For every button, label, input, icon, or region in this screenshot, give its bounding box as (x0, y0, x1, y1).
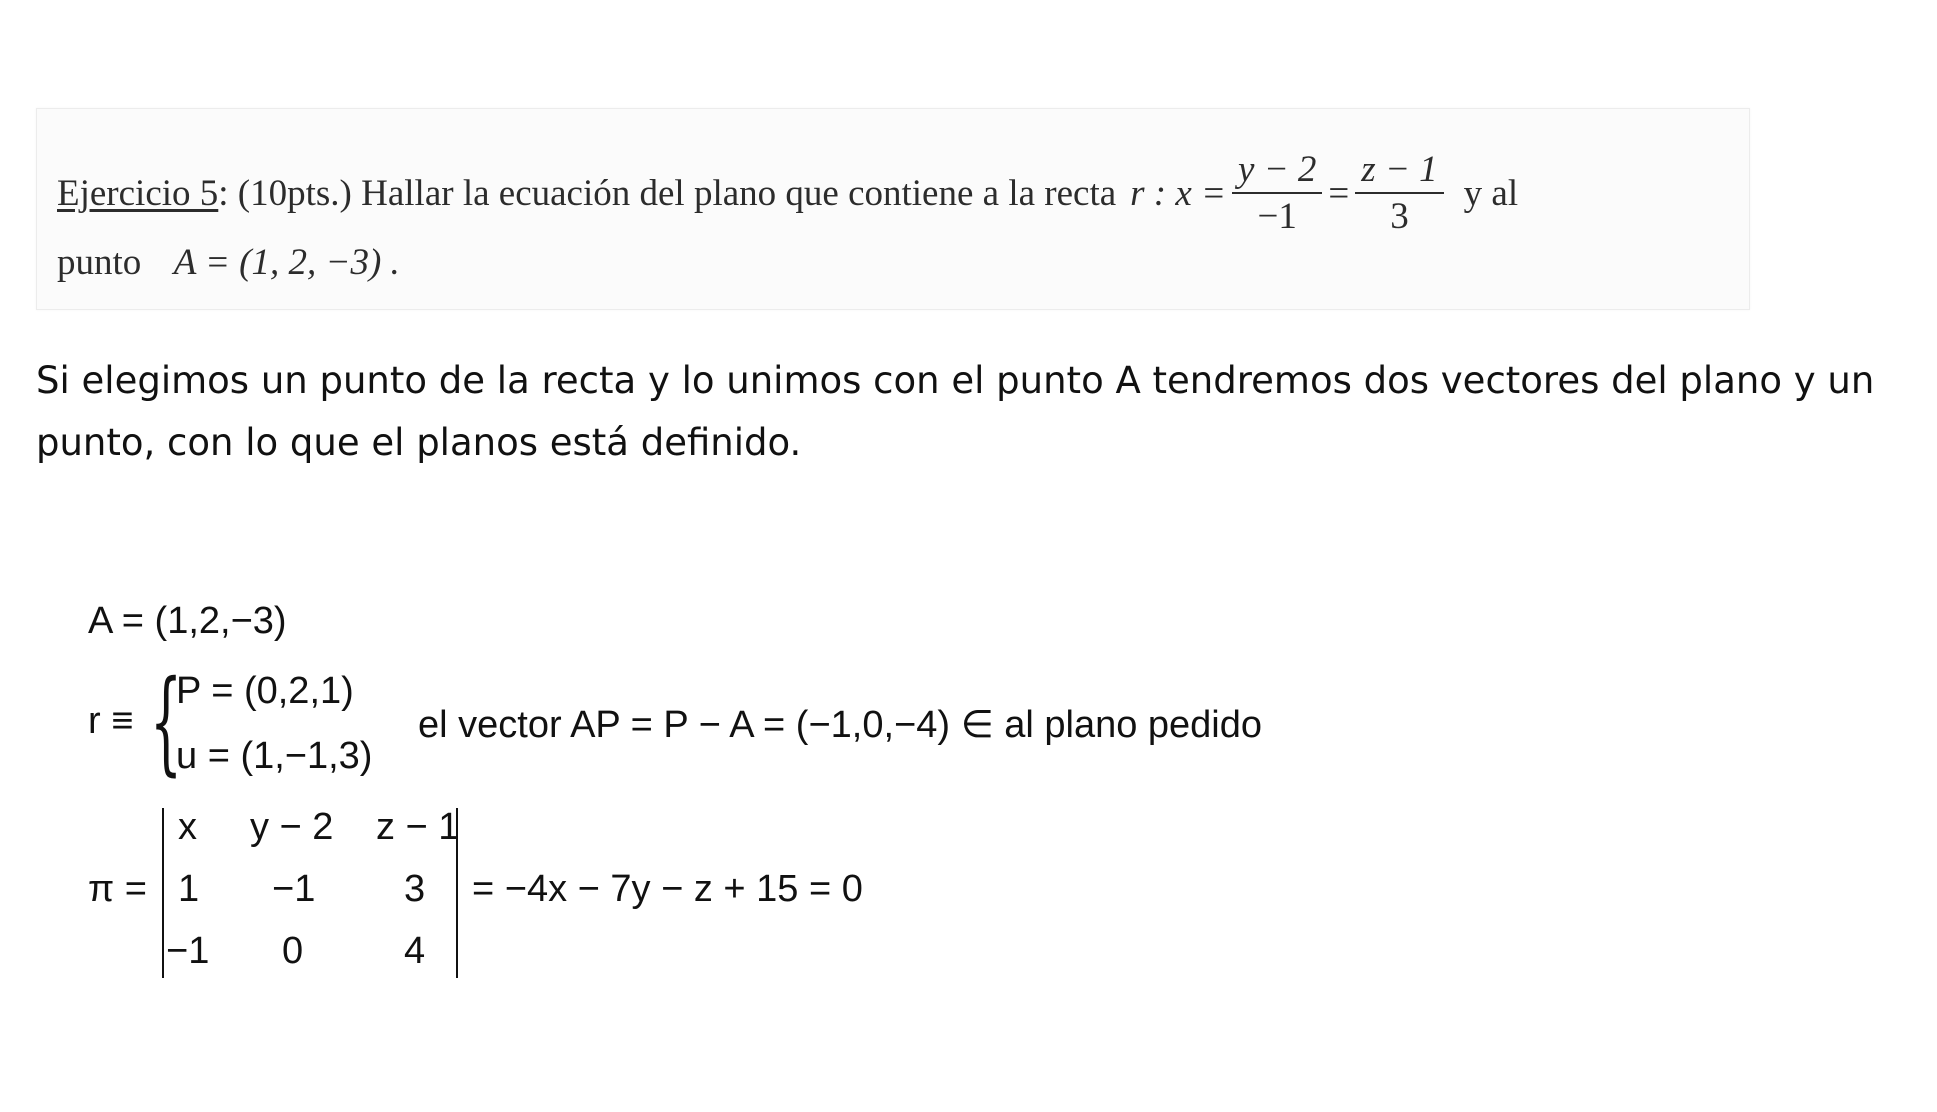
point-p-definition: P = (0,2,1) (176, 670, 354, 712)
line-variable: r : x = (1130, 173, 1227, 215)
matrix-cell: x (178, 806, 197, 848)
plane-equation-result: = −4x − 7y − z + 15 = 0 (472, 868, 863, 910)
matrix-cell: 4 (404, 930, 426, 972)
problem-tail-text: y al (1463, 173, 1519, 215)
exercise-heading: Ejercicio 5 (57, 173, 219, 215)
problem-line-2 (57, 241, 400, 284)
problem-point-label: punto (57, 242, 142, 283)
line-r-label: r ≡ (88, 700, 134, 742)
problem-line-1 (57, 151, 1518, 237)
problem-point-a: A = (1, 2, −3) . (173, 242, 400, 283)
matrix-cell: 0 (282, 930, 304, 972)
matrix-cell: 3 (404, 868, 426, 910)
point-a-definition: A = (1,2,−3) (88, 600, 287, 642)
vector-u-definition: u = (1,−1,3) (176, 735, 373, 777)
matrix-cell: −1 (166, 930, 210, 972)
fraction-2 (1355, 151, 1443, 237)
plane-pi-label: π = (88, 868, 147, 910)
explanation-paragraph: Si elegimos un punto de la recta y lo unimos con el punto A tendremos dos vectores del plano y un punto, con lo que el planos está definido. (36, 359, 1875, 464)
matrix-cell: z − 1 (376, 806, 460, 848)
matrix-cell: y − 2 (250, 806, 334, 848)
fraction-1-denominator: −1 (1257, 195, 1297, 237)
fraction-2-numerator: z − 1 (1355, 151, 1443, 194)
problem-statement-box (36, 108, 1750, 310)
fraction-2-denominator: 3 (1390, 195, 1409, 237)
exercise-points-text: : (10pts.) Hallar la ecuación del plano que contiene a la recta (218, 173, 1117, 215)
fraction-1-numerator: y − 2 (1232, 151, 1322, 194)
equals-sign: = (1328, 173, 1350, 215)
matrix-cell: −1 (272, 868, 316, 910)
system-brace: { (150, 657, 183, 787)
vector-ap-statement: el vector AP = P − A = (−1,0,−4) ∈ al plano pedido (418, 704, 1263, 746)
determinant-left-bar (162, 808, 164, 978)
matrix-cell: 1 (178, 868, 200, 910)
fraction-1 (1232, 151, 1322, 237)
